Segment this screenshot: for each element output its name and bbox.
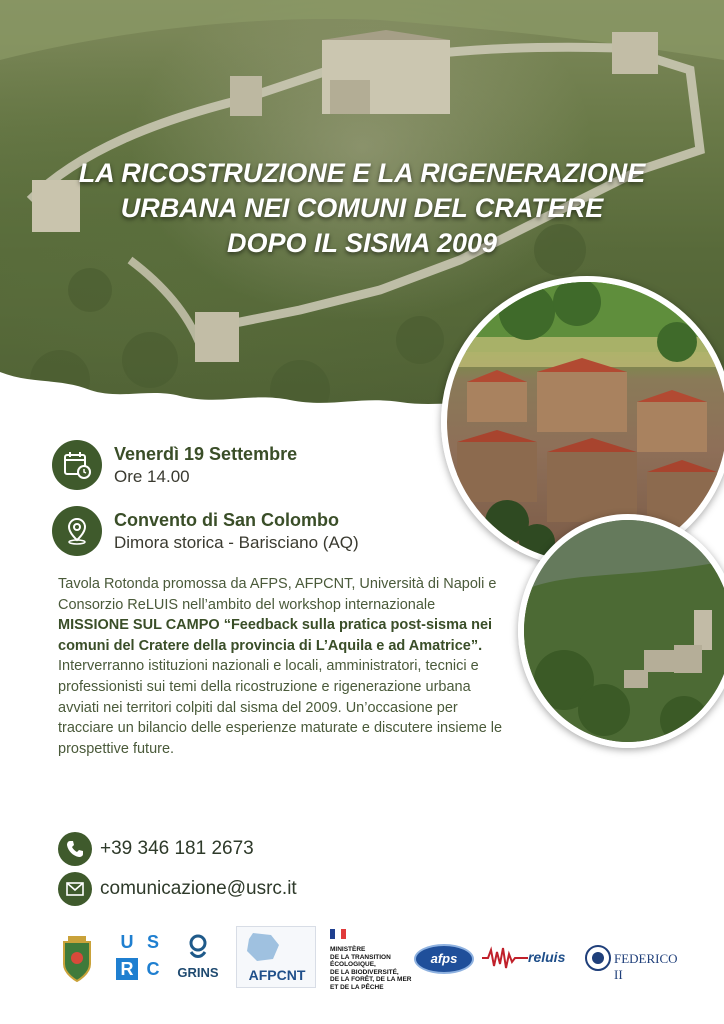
university-seal-icon [584, 944, 612, 972]
ministry-line-3: ÉCOLOGIQUE, [330, 961, 376, 968]
municipality-crest-logo [58, 934, 96, 984]
ministry-logo [330, 926, 416, 992]
event-date-block [52, 440, 297, 490]
french-flag-icon [330, 929, 346, 939]
afps-logo [414, 944, 474, 974]
usrc-letter-r: R [116, 958, 138, 980]
event-venue-detail: Dimora storica - Barisciano (AQ) [114, 532, 359, 552]
afps-label: afps [430, 951, 458, 966]
ministry-line-1: MINISTÈRE [330, 946, 366, 953]
event-venue-block [52, 506, 359, 556]
ministry-line-5: DE LA FORÊT, DE LA MER [330, 976, 412, 983]
event-date: Venerdì 19 Settembre [114, 443, 298, 464]
calendar-clock-icon [52, 440, 102, 490]
envelope-icon [58, 872, 92, 906]
grins-label: GRINS [177, 965, 219, 980]
event-title-line-1: LA RICOSTRUZIONE E LA RIGENERAZIONE [78, 158, 646, 188]
event-title-line-3: DOPO IL SISMA 2009 [226, 228, 498, 258]
partner-logos [0, 922, 724, 1002]
email-contact[interactable] [58, 872, 297, 906]
location-pin-icon [52, 506, 102, 556]
village-rooftops-image [447, 282, 724, 562]
event-time: Ore 14.00 [114, 466, 190, 486]
event-description [58, 574, 508, 759]
usrc-letter-u: U [120, 932, 134, 952]
ministry-line-4: DE LA BIODIVERSITÉ, [330, 968, 399, 976]
grins-mark-icon [187, 934, 209, 960]
afpcnt-label: AFPCNT [248, 967, 306, 983]
event-title-line-2: URBANA NEI COMUNI DEL CRATERE [120, 193, 604, 223]
event-venue: Convento di San Colombo [114, 509, 339, 530]
afpcnt-logo [236, 926, 316, 988]
grins-logo [172, 934, 224, 984]
usrc-letter-c: C [146, 959, 160, 979]
reluis-label: reluis [528, 949, 566, 965]
hilltop-tower-image [524, 520, 724, 742]
ministry-line-2: DE LA TRANSITION [330, 953, 391, 961]
description-intro: Tavola Rotonda promossa da AFPS, AFPCNT, Università di Napoli e Consorzio ReLUIS nell’ambito del workshop internazionale [58, 576, 497, 613]
description-body: Interverranno istituzioni nazionali e locali, amministratori, tecnici e professionisti sui temi della ricostruzione e rigenerazione urbana avviati nei territori colpiti dal sisma del 2009. Un’occasione per tracciare un bilancio delle esperienze maturate e discutere insieme le prospettive future. [58, 658, 503, 757]
federico-ii-logo [584, 942, 678, 982]
mountain-village-photo-circle [518, 514, 724, 748]
ministry-line-6: ET DE LA PÊCHE [330, 983, 384, 991]
email-address[interactable]: comunicazione@usrc.it [100, 878, 297, 899]
federico-ii-label: FEDERICO II [614, 951, 678, 982]
seismograph-icon [482, 946, 528, 970]
phone-contact[interactable] [58, 832, 254, 866]
usrc-letter-s: S [146, 932, 159, 952]
event-title [0, 156, 724, 261]
phone-number[interactable]: +39 346 181 2673 [100, 838, 254, 859]
usrc-logo [116, 932, 164, 980]
reluis-logo [482, 946, 574, 972]
description-highlight: MISSIONE SUL CAMPO “Feedback sulla pratica post-sisma nei comuni del Cratere della provincia di L’Aquila e ad Amatrice”. [58, 617, 493, 654]
phone-icon [58, 832, 92, 866]
france-map-icon [243, 931, 283, 963]
